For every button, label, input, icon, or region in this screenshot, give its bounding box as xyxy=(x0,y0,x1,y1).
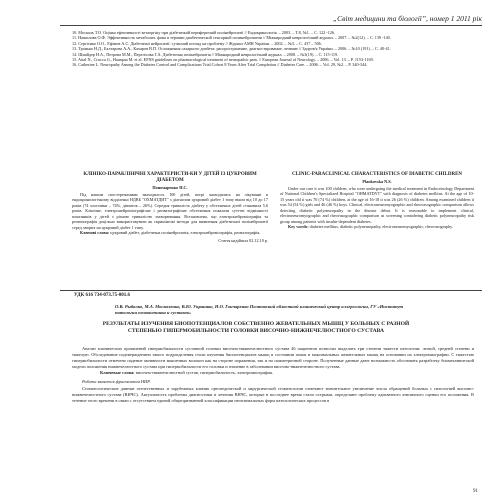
article-body xyxy=(72,346,474,404)
article-keywords xyxy=(72,370,474,376)
english-abstract-column xyxy=(280,172,474,230)
references-list xyxy=(72,30,474,68)
reference-item: 13. Тронько Н.Д., Балтарова А.А., Кахаров В.П. Осложнения сахарного диабета: распространение, диагностирование, лечение // Здоров'я України. – 2006. – №10 (191). – С. 40-41. xyxy=(72,46,391,52)
reference-item: 11. Нашилова О.Ф. Эффективность метаболич. фазы в терапии диабетической сенсорной полинейропатии // Міжнародний неврологічний журнал. – 2007. – №2(12). – С. 139 -140. xyxy=(72,35,391,41)
ukrainian-abstract-column xyxy=(72,172,268,243)
header-rule xyxy=(60,25,482,26)
received-date: Стаття надійшла 02.12.10 р. xyxy=(218,237,268,243)
article-abstract: Анализ клинических проявлений гипермобильности суставной головки височно-нижнечелюстного сустава 46 пациентов позволил выделить три степени тяжести патологии: легкой, средней степени и тяжелую. Обследование подтверждением такого подразделения стали изучения биопотенциалов мышц в состоянии покоя и максимальных жевательных мышц на основании их электромиографии. С тяжестью гипермобильности отмечено падение активности мышечных волокон как на стороне поражения, так и на симметричной стороне. Полученные данные дают возможность обосновать разработку биомеханической модели положения нижнечелюстного сустава при гипермобильности его головки и значение в заболевании височно-нижнечелюстного сустава. xyxy=(72,346,474,369)
keywords-text: цукровий діабет, діабетична полінейропатія, електронейроміографія, реовазографія. xyxy=(110,230,261,235)
abstract-keywords xyxy=(280,224,474,230)
abstract-title: КЛІНІКО-ПАРАКЛІНІЧНІ ХАРАКТЕРИСТИ-КИ У ДІТЕЙ ІЗ ЦУКРОВИМ ДІАБЕТОМ xyxy=(83,172,257,183)
article-title: РЕЗУЛЬТАТЫ ИЗУЧЕНИЯ БИОПОТЕНЦИАЛОВ СОБСТВЕННО ЖЕВАТЕЛЬНЫХ МЫШЦ У БОЛЬНЫХ С РАЗНОЙ СТЕПЕНЬЮ ГИПЕРМОБИЛЬНОСТИ ГОЛОВКИ ВИСОЧНО-НИЖНЕЧЕЛЮСТНОГО СУСТАВА xyxy=(102,321,410,334)
keywords-label: Ключевые слова: xyxy=(100,369,135,375)
abstract-title: CLINIC-PARACLINICAL CHARACTERISTICS OF DIABETIC CHILDREN xyxy=(291,172,463,177)
abstract-author: Plankovska N.S. xyxy=(362,179,392,184)
article-authors: О.В. Рыбалко, М.А. Москаленко, В.Ю. Украинко, Н.О. Гончаренко Полтавский областной клинический центр аллергологии, ГУ «Институт патологии позвоночника и суставов» xyxy=(115,304,404,315)
page-number: 91 xyxy=(473,489,478,494)
abstract-body: Під нашим спостереженням знаходилось 100 дітей, котрі знаходились на лікуванні в ендокринологічному відділенні НДВБ "ОХМАТДИТ" з діагнозом цукровий діабет 1 типу віком від 10 до 17 років (74 хлопчики – 74%, дівчаток – 26%). Середня тривалість діабету у обстежених дітей становила 5,6 років. Клінічне, електронейроміографічне і реовазографічне обстеження показали суттєві відмінності показників у дітей з різною тривалістю захворювання. Встановлено, що електронейроміографія та реовазографія доцільно використовувати як скринінгові методи для виявлення діабетичної полінейропатії серед хворих на цукровий діабет 1 типу. xyxy=(72,191,268,230)
reference-item: 16. Catherine L. Neuropathy Among the Diabetes Control and Complications Trial Cohort 8 Years After Trial Completion // Diabetes Care. – 2006. – Vol. 29, №2. – P. 340-344. xyxy=(72,62,368,68)
abstract-body: Under our care it was 100 children, who were undergoing the medical treatment in Endocrinology Department of National Children's Specialized Hospital "OHMATDYT" with diagnosis of diabetes mellitus. At the age of 10-15 years old it was 70 (74 %) children, at the age of 16-18 it was 26 (26 %) children. Among examined children it was 54 (54 %) girls and 46 (46 %) boys. Clinical, electroneuromyographic and rheovasographic comparison allows detecting diabetic polyneuropathy in the disease debut. It is reasonable to implement clinical, electroneuromyographic and rheovasographic comparison as screening considering diabetic polyneuropathy risk group among patients with insulin-dependent diabetes. xyxy=(280,185,474,224)
udk-code: УДК 616 734-073.75-001.6 xyxy=(74,293,131,298)
keywords-text: diabetes mellitus, diabetic polyneuropathy, electroneuromyographic, rheovasography. xyxy=(309,224,453,229)
reference-item: 10. Москаль Т.О. Оцінка ефективності кетаоргіну при діабетичній периферичній полінейропатії // Ендокринологія. – 2003. – Т.8, №1. – С. 122 -126. xyxy=(72,30,336,35)
keywords-label: Ключові слова: xyxy=(80,230,110,235)
work-note: Работа является фрагментом НИР. xyxy=(82,378,151,384)
reference-item: 15. Attal N., Cruccu G., Haanpaa M. et al. EFNS guidelines on pharmacological treatment of neuropathic pain. // European Journal of Neurology. – 2006. – Vol. 13. – P. 1153-1169. xyxy=(72,57,374,63)
abstract-keywords xyxy=(72,230,268,236)
reference-item: 12. Сергієнко О.О., Ефімов А.С. Діабетичні нейропатії: сучасний погляд на проблему // Журнал АМН України. – 2002. – №3. – С. 437 – 506. xyxy=(72,40,322,46)
running-header: „Світ медицини та біології”, номер 1 2011 рік xyxy=(332,14,482,23)
keywords-text: височно-нижнечелюстной сустав, гипермобильность, электромиография. xyxy=(135,369,273,375)
article-intro: Стоматологические данные отечественных и зарубежных клиник ортопедической и хирургической стоматологии отмечают значительное увеличение числа обращений больных с патологией височно-нижнечелюстного сустава (ВНЧС). Актуальность проблемы диагностики и лечения ВНЧС, которые в последнее время стали острыми, определяют проблему адекватного атипичного оценки его положения. В течение этого времени в связи с отсутствием единой общепризнанной классификации неоптимальных форм патологических процессов в xyxy=(72,386,474,404)
section-rule xyxy=(60,290,482,291)
reference-item: 14. Шнайдер Н.А., Петрова М.М., Перелісова Г.А. Діабетична полінейропатія // Міжнародний неврологічний журнал. – 2008. – №3(19). – С. 115-119. xyxy=(72,51,339,57)
keywords-label: Key words: xyxy=(288,224,309,229)
abstract-author: Пономаренко Н.С. xyxy=(152,185,188,190)
